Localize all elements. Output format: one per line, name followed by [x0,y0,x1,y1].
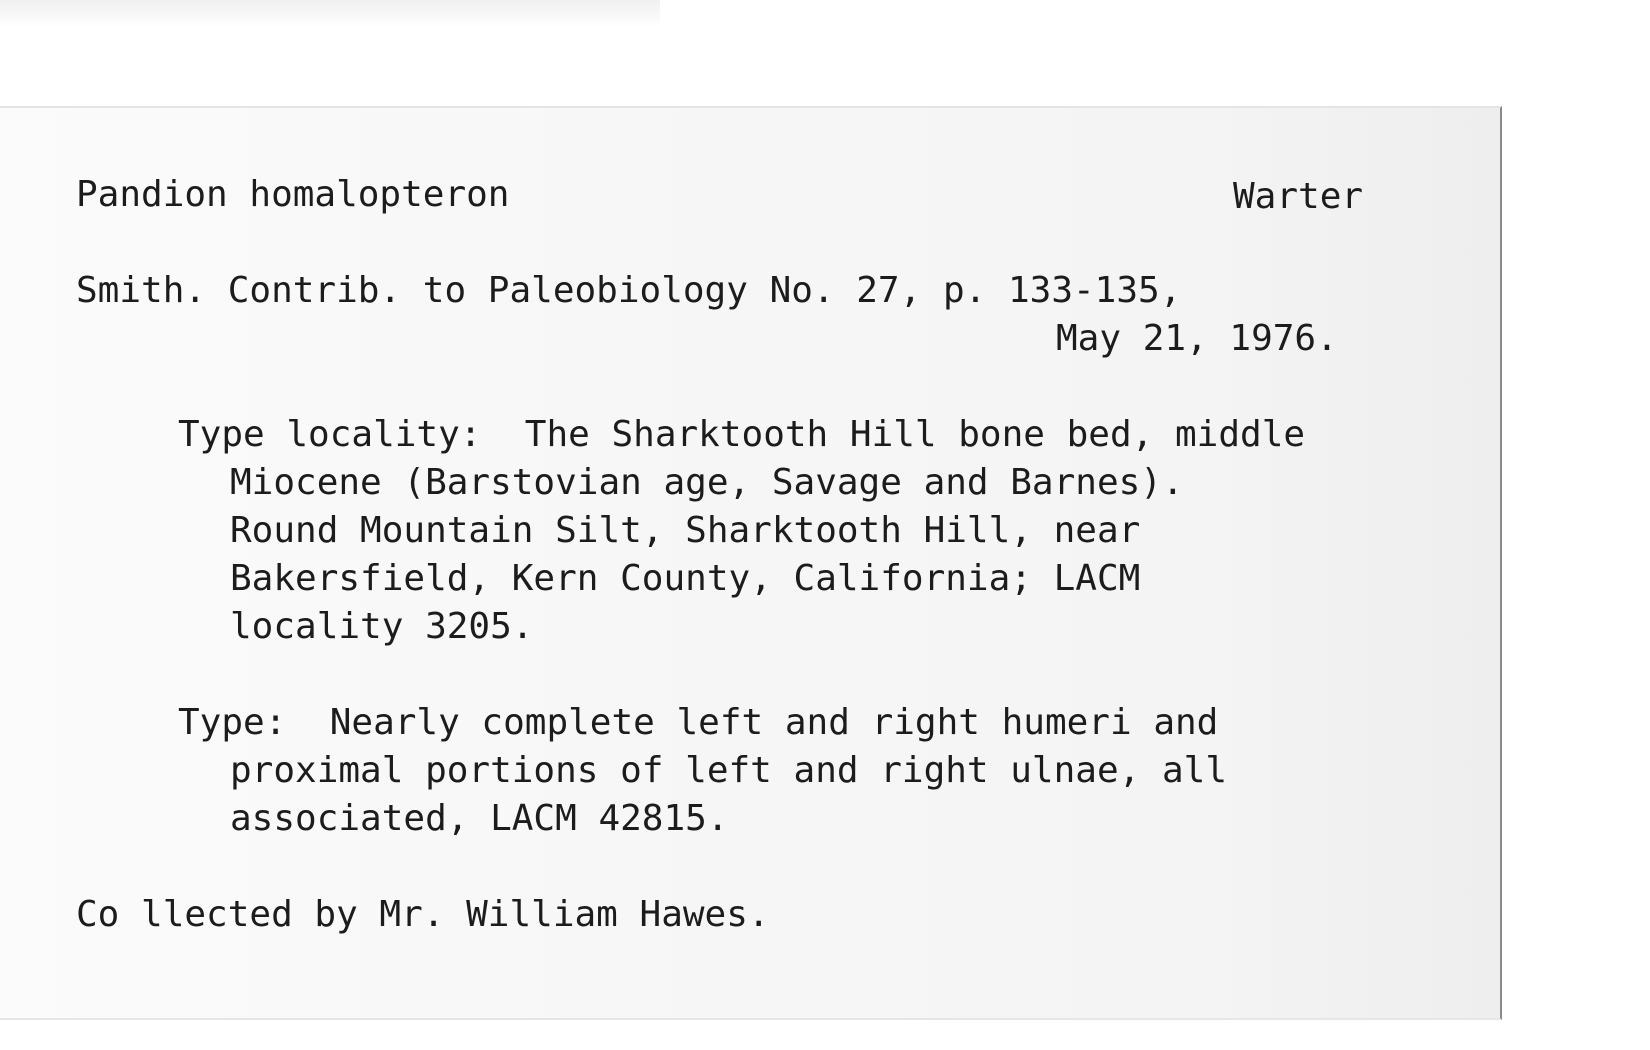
type-locality-line: Bakersfield, Kern County, California; LACM [230,558,1141,599]
species-name: Pandion homalopteron [76,174,510,215]
type-line: Type: Nearly complete left and right humeri and [178,702,1219,743]
type-locality-line: Miocene (Barstovian age, Savage and Barnes). [230,462,1184,503]
index-card [0,106,1502,1020]
citation-line: Smith. Contrib. to Paleobiology No. 27, p. 133-135, [76,270,1182,311]
citation-date: May 21, 1976. [1056,318,1338,359]
type-locality-line: Type locality: The Sharktooth Hill bone bed, middle [178,414,1306,455]
collector-line: Co llected by Mr. William Hawes. [76,894,770,935]
type-locality-line: Round Mountain Silt, Sharktooth Hill, near [230,510,1141,551]
type-locality-line: locality 3205. [230,606,534,647]
author-name: Warter [1233,176,1364,217]
type-line: proximal portions of left and right ulnae, all [230,750,1227,791]
scan-artifact [0,0,660,28]
type-line: associated, LACM 42815. [230,798,729,839]
